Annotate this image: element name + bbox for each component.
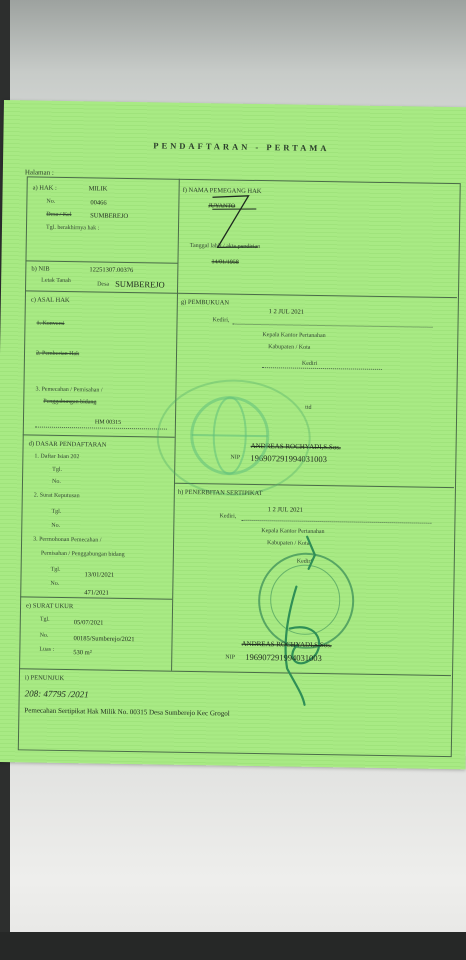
hak-jenis: MILIK	[88, 185, 108, 193]
penerbitan-city: Kediri,	[219, 513, 237, 520]
pembukuan-date: 1 2 JUL 2021	[268, 308, 305, 316]
halaman-label: Halaman :	[24, 168, 54, 177]
hak-desa-label: Desa / Kel	[46, 211, 72, 219]
asal-item3a: 3. Pemecahan / Pemisahan /	[35, 386, 103, 394]
signature-mark	[224, 528, 347, 710]
pembukuan-ttd: ttd	[305, 404, 312, 411]
penerbitan-name: ANDREAS ROCHYADI,S.Sos.	[241, 639, 332, 650]
section-pembukuan: g) PEMBUKUAN	[180, 298, 230, 307]
nib-desa: SUMBEREJO	[115, 278, 165, 290]
globe-emblem-icon	[174, 385, 286, 487]
asal-item1: 1. Konversi	[36, 320, 65, 327]
penerbitan-nip: 196907291994031003	[245, 651, 322, 664]
dasar-item3a: 3. Permohonan Pemecahan /	[33, 536, 102, 544]
dasar-item1-no: No.	[51, 478, 61, 485]
penunjuk-text: Pemecahan Sertipikat Hak Milik No. 00315 Desa Sumberejo Kec Grogol	[24, 706, 230, 718]
section-pemegang: f) NAMA PEMEGANG HAK	[182, 186, 262, 196]
pembukuan-kepala: Kepala Kantor Pertanahan	[262, 332, 326, 340]
surat-ukur-no: 00185/Sumberejo/2021	[73, 635, 135, 644]
section-hak: a) HAK :	[32, 184, 57, 192]
dasar-item3-no-value: 471/2021	[84, 589, 109, 597]
dark-bottom-edge	[0, 932, 466, 960]
pemegang-tanggal-label: Tanggal lahir / akte pendirian	[189, 242, 261, 251]
pembukuan-kediri: Kediri	[301, 360, 318, 367]
section-dasar: d) DASAR PENDAFTARAN	[28, 440, 107, 449]
surat-ukur-luas-label: Luas :	[39, 646, 55, 653]
surat-ukur-tgl: 05/07/2021	[73, 619, 104, 627]
nib-number: 12251307.00376	[89, 266, 134, 275]
dasar-item2-tgl: Tgl.	[51, 508, 62, 515]
penerbitan-nip-label: NIP	[225, 654, 235, 661]
certificate-page	[0, 100, 466, 769]
pembukuan-kab: Kabupaten / Kota	[268, 344, 311, 351]
dasar-item3-no: No.	[50, 580, 60, 587]
asal-item2: 2. Pemberian Hak	[35, 350, 80, 358]
pembukuan-city: Kediri,	[212, 317, 230, 324]
hak-no: 00466	[90, 199, 107, 207]
dasar-item2: 2. Surat Keputusan	[33, 492, 80, 500]
pembukuan-nip-label: NIP	[230, 454, 241, 461]
hak-tgl-label: Tgl. berakhirnya hak :	[45, 224, 100, 232]
nib-desa-label: Desa	[97, 281, 110, 288]
dasar-item1: 1. Daftar Isian 202	[34, 453, 80, 461]
section-penerbitan: h) PENERBITAN SERTIPIKAT	[177, 488, 263, 498]
pemegang-nama: JUYANTO	[208, 203, 236, 210]
penunjuk-handwritten: 208: 47795 /2021	[24, 688, 89, 700]
hak-desa: SUMBEREJO	[90, 212, 129, 220]
surat-ukur-no-label: No.	[39, 632, 49, 639]
surat-ukur-luas: 530 m²	[73, 649, 92, 657]
page-title: PENDAFTARAN - PERTAMA	[153, 140, 330, 154]
dasar-item1-tgl: Tgl.	[52, 466, 63, 473]
dasar-item3-tgl-value: 13/01/2021	[84, 571, 115, 579]
pemegang-tanggal: 14/01/1958	[211, 259, 239, 266]
dasar-item3-tgl: Tgl.	[50, 566, 61, 573]
pembukuan-nip: 196907291994031003	[250, 452, 327, 465]
background-bottom	[0, 760, 466, 960]
surat-ukur-tgl-label: Tgl.	[39, 616, 50, 623]
dasar-item2-no: No.	[51, 522, 61, 529]
section-penunjuk: i) PENUNJUK	[24, 674, 65, 683]
penerbitan-kepala: Kepala Kantor Pertanahan	[261, 528, 325, 536]
section-surat-ukur: e) SURAT UKUR	[26, 602, 74, 611]
nib-letak-label: Letak Tanah	[41, 277, 71, 285]
section-asal: c) ASAL HAK	[30, 296, 70, 305]
hak-no-label: No.	[46, 198, 56, 205]
asal-item3b: Penggabungan bidang	[43, 398, 97, 406]
penerbitan-kab: Kabupaten / Kota	[267, 540, 310, 547]
penerbitan-kediri: Kediri	[296, 558, 313, 565]
dasar-item3b: Pemisahan / Penggabungan bidang	[40, 550, 125, 558]
penerbitan-date: 1 2 JUL 2021	[267, 506, 303, 514]
pembukuan-name: ANDREAS ROCHYADI,S.Sos.	[250, 441, 341, 452]
asal-hm: HM 00315	[94, 419, 122, 426]
section-nib: b) NIB	[31, 265, 50, 273]
